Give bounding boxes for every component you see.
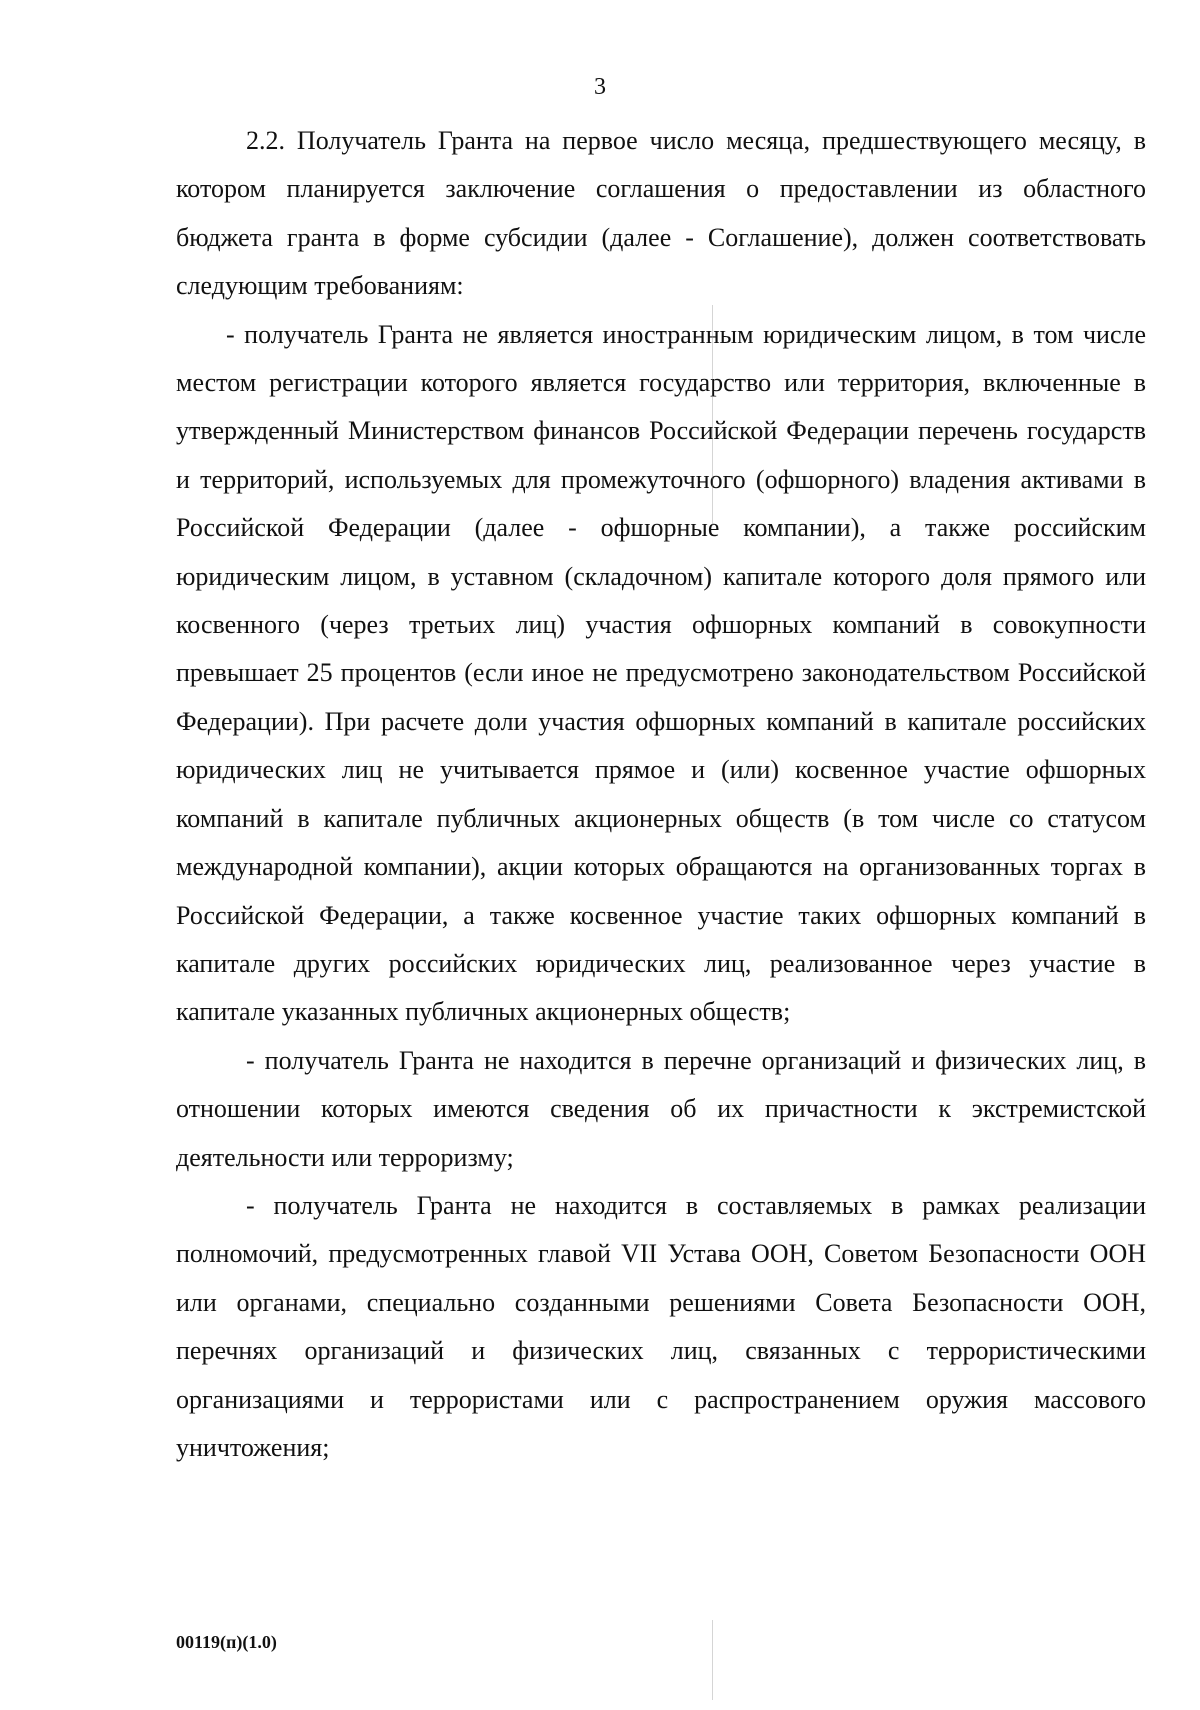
scan-artifact-line: [712, 305, 713, 525]
paragraph-2-2: 2.2. Получатель Гранта на первое число месяца, предшествующего месяцу, в котором планируется заключение соглашения о предоставлении из областного бюджета гранта в форме субсидии (далее - Соглашение), должен соответствовать следующим требованиям:: [176, 126, 1146, 301]
paragraph-un-sanctions-requirement: - получатель Гранта не находится в составляемых в рамках реализации полномочий, предусмотренных главой VII Устава ООН, Советом Безопасности ООН или органами, специально созданными решениями Совета Безопасности ООН, перечнях организаций и физических лиц, связанных с террористическими организациями и террористами или с распространением оружия массового уничтожения;: [176, 1190, 1146, 1462]
paragraph-extremism-requirement: - получатель Гранта не находится в перечне организаций и физических лиц, в отношении которых имеются сведения об их причастности к экстремистской деятельности или терроризму;: [176, 1045, 1146, 1172]
scan-artifact-line: [712, 1620, 713, 1700]
paragraph-offshore-requirement: - получатель Гранта не является иностранным юридическим лицом, в том числе местом регистрации которого является государство или территория, включенные в утвержденный Министерством финансов Российской Федерации перечень государств и территорий, используемых для промежуточного (офшорного) владения активами в Российской Федерации (далее - офшорные компании), а также российским юридическим лицом, в уставном (складочном) капитале которого доля прямого или косвенного (через третьих лиц) участия офшорных компаний в совокупности превышает 25 процентов (если иное не предусмотрено законодательством Российской Федерации). При расчете доли участия офшорных компаний в капитале российских юридических лиц не учитывается прямое и (или) косвенное участие офшорных компаний в капитале публичных акционерных обществ (в том числе со статусом международной компании), акции которых обращаются на организованных торгах в Российской Федерации, а также косвенное участие таких офшорных компаний в капитале других российских юридических лиц, реализованное через участие в капитале указанных публичных акционерных обществ;: [176, 319, 1146, 1027]
footer-document-code: 00119(п)(1.0): [176, 1632, 277, 1652]
page-number: 3: [594, 74, 606, 100]
document-body: [176, 117, 1146, 1472]
